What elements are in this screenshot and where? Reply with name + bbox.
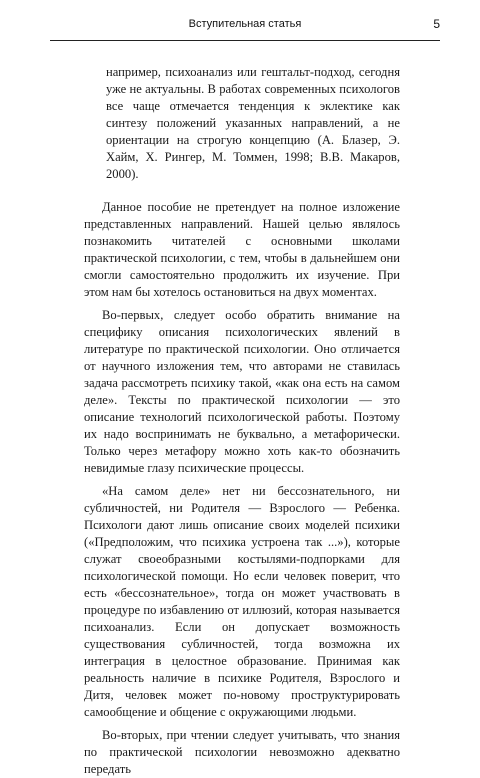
paragraph-continued: например, психоанализ или гештальт-подход, сегодня уже не актуальны. В работах современных психологов все чаще отмечается тенденция к эклектике как синтезу положений указанных направлений, а не ориентации на строгую концепцию (А. Блазер, Э. Хайм, Х. Рингер, М. Томмен, 1998; В.В. Макаров, 2000). xyxy=(106,65,400,181)
body-text xyxy=(84,64,400,778)
paragraph: Во-вторых, при чтении следует учитывать, что знания по практической психологии невозможно адекватно передать xyxy=(84,728,400,776)
paragraph: Данное пособие не претендует на полное изложение представленных направлений. Нашей целью являлось познакомить читателей с основными школами практической психологии, с тем, чтобы в дальнейшем они смогли самостоятельно продолжить их изучение. При этом нам бы хотелось остановиться на двух моментах. xyxy=(84,200,400,299)
page-number: 5 xyxy=(433,17,440,31)
paragraph: «На самом деле» нет ни бессознательного, ни субличностей, ни Родителя — Взрослого — Ребенка. Психологи дают лишь описание своих моделей психики («Предположим, что психика устроена так ...»), которые служат своеобразными костылями-подпорками для психологической помощи. Но если человек поверит, что есть «бессознательное», тогда он может участвовать в процедуре по избавлению от иллюзий, которая называется психоанализ. Если он допускает возможность существования субличностей, тогда возможна их интеграция в целостное образование. Принимая как реальность наличие в психике Родителя, Взрослого и Дитя, человек может по-новому проструктурировать самообщение и общение с окружающими людьми. xyxy=(84,484,400,719)
section-title: Вступительная статья xyxy=(188,18,302,30)
running-header xyxy=(50,14,440,41)
paragraph: Во-первых, следует особо обратить внимание на специфику описания психологических явлений в литературе по практической психологии. Оно отличается от научного изложения тем, что авторами не ставилась задача рассмотреть психику такой, «как она есть на самом деле». Тексты по практической психологии — это описание технологий психологической работы. Поэтому их надо воспринимать не буквально, а метафорически. Только через метафору можно хоть как-то обозначить невидимые глазу психические процессы. xyxy=(84,308,400,475)
